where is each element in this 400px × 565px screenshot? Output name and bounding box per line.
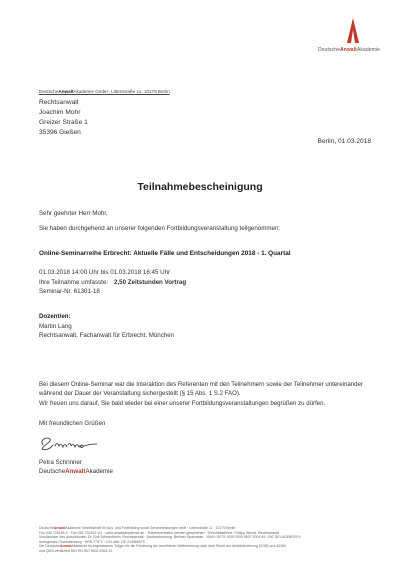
footer-line-3: Vorsitzender des Aufsichtsrats: Dr. Rolf Schwedhelm, Rechtsanwalt · Bankverbindung: Berliner Sparkasse · IBAN: DE79 1005 0000 6607 0004 69 · BIC BELADEBEXXX [39, 535, 301, 540]
recipient-line-1: Rechtsanwalt [39, 99, 79, 106]
document-title: Teilnahmebescheinigung [137, 181, 263, 193]
event-details [39, 268, 186, 297]
recipient-address [39, 98, 88, 138]
footer-line-6: und QMS-zertifiziert DIN EN ISO 9001:2008-12. [39, 548, 114, 553]
signer-organization: DeutscheAnwaltAkademie [39, 467, 113, 475]
footer-line-4: Amtsgericht Charlottenburg · HRB 77571 · USt-IdNr. DE 214986579 [39, 539, 145, 544]
recipient-line-2: Joachim Mohr [39, 109, 81, 116]
footer-line-1: DeutscheAnwaltAkademie Gesellschaft für Aus- und Fortbildung sowie Serviceleistungen mbH · Littenstraße 11 · 10179 Berlin [39, 526, 236, 530]
body-paragraph-2: Wir freuen uns darauf, Sie bald wieder bei einer unserer Fortbildungsveranstaltungen begrüßen zu dürfen. [39, 399, 326, 407]
recipient-line-4: 35396 Gießen [39, 129, 81, 136]
event-time: 01.03.2018 14:00 Uhr bis 01.03.2018 16:45 Uhr [39, 269, 171, 276]
salutation: Sehr geehrter Herr Mohr, [39, 210, 108, 217]
closing-greeting: Mit freundlichen Grüßen [39, 420, 106, 427]
duration-row [39, 278, 186, 288]
duration-value: 2,50 Zeitstunden Vortrag [114, 278, 187, 286]
letter-date: Berlin, 01.03.2018 [317, 138, 371, 145]
academy-logo [270, 16, 380, 53]
seminar-number: Seminar-Nr. 61301-18 [39, 288, 100, 296]
footer-line-2: Fon 030 726153-0 · Fax 030 726153-111 · www.anwaltakademie.de · Teilnehmerdaten werden gespeichert · Geschäftsführer: Philipp Wendt, Rechtsanwalt [39, 530, 280, 535]
signer-block [39, 459, 113, 476]
handwritten-signature [37, 432, 117, 454]
recipient-line-3: Greizer Straße 1 [39, 119, 88, 126]
sender-address-line: DeutscheAnwaltAkademie GmbH, Littenstraße 11, 10179 Berlin [39, 89, 170, 94]
intro-text: Sie haben durchgehend an unserer folgenden Fortbildungsveranstaltung teilgenommen: [39, 225, 281, 232]
lecturer-heading: Dozent/en: [39, 313, 71, 320]
logo-mark-icon [344, 16, 362, 44]
lecturer-title: Rechtsanwalt, Fachanwalt für Erbrecht, München [39, 332, 175, 340]
footer [39, 526, 379, 554]
footer-line-5: Die DeutscheAnwaltAkademie ist zugelassener Träger für die Förderung der beruflichen Weiterbildung nach dem Recht der Arbeitsförderung (SGB) und AZWV [39, 544, 287, 549]
lecturer-block [39, 312, 174, 341]
lecturer-name: Martin Lang [39, 322, 72, 330]
body-paragraph-1: Bei diesem Online-Seminar war die Interaktion des Referenten mit den Teilnehmern sowie der Teilnehmer untereinander während der Dauer der Veranstaltung sichergestellt (§ 15 Abs. 1 S.2 FAO). [39, 381, 363, 398]
signer-name: Petra Schrinner [39, 459, 82, 466]
duration-label: Ihre Teilnahme umfasste: [39, 278, 109, 286]
body-text [39, 380, 369, 408]
event-title: Online-Seminarreihe Erbrecht: Aktuelle Fälle und Entscheidungen 2018 - 1. Quartal [39, 250, 291, 257]
logo-wordmark: DeutscheAnwaltAkademie [318, 47, 380, 53]
